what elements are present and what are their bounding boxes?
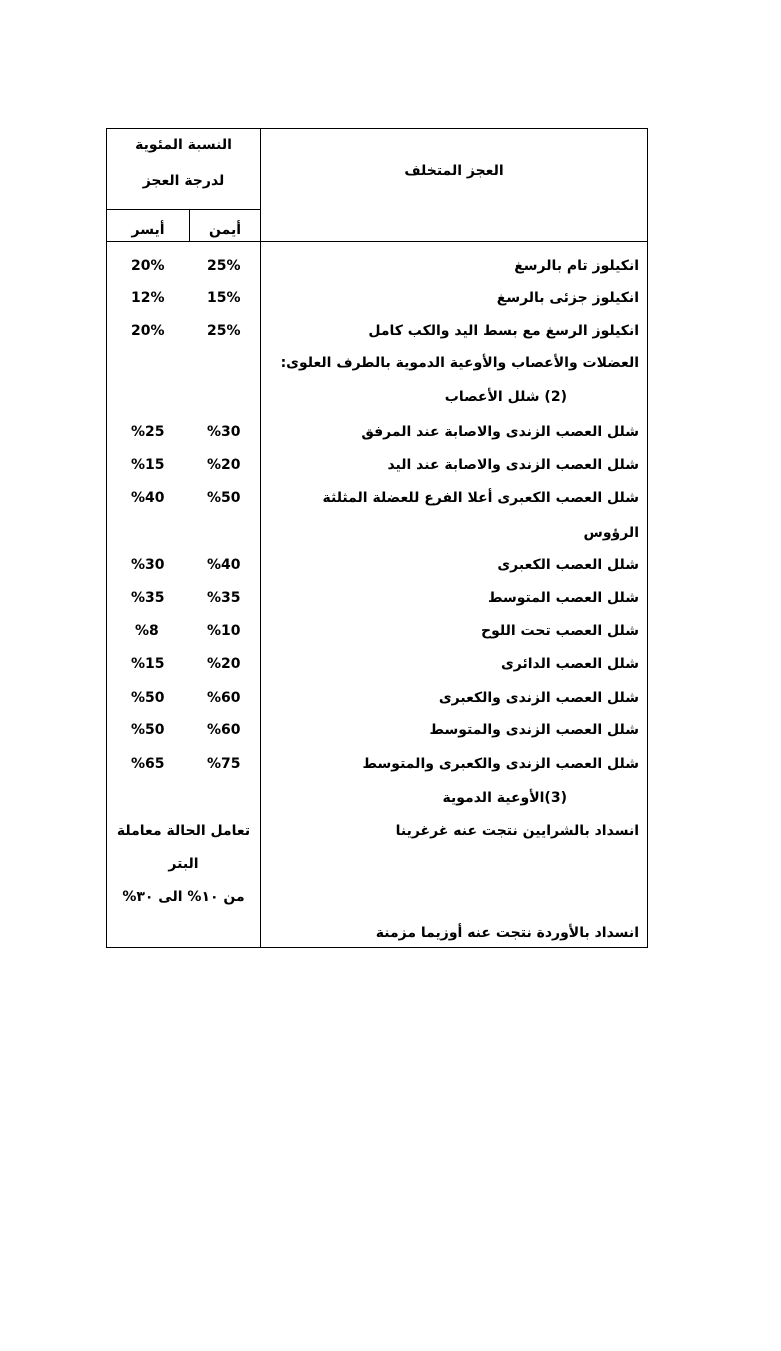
row-right-value: %50 [207,490,241,506]
row-label: انكيلوز الرسغ مع بسط اليد والكب كامل [368,323,639,339]
row-left-value: %35 [131,590,165,606]
last-row-label: انسداد بالأوردة نتجت عنه أوزيما مزمنة [375,925,639,941]
row-right-value: %75 [207,756,241,772]
amputation-note-line2: البتر [168,856,199,872]
row-left-value: 20% [131,258,165,274]
row-label: انسداد بالشرايين نتجت عنه غرغرينا [395,823,639,839]
row-right-value: %60 [207,690,241,706]
header-disability: العجز المتخلف [404,163,504,179]
row-right-value: %60 [207,722,241,738]
row-right-value: %10 [207,623,241,639]
row-label: شلل العصب الزندى والكعبرى [438,690,639,706]
row-label: شلل العصب الزندى والكعبرى والمتوسط [362,756,639,772]
row-right-value: %35 [207,590,241,606]
row-label: (3)الأوعية الدموية [442,790,567,806]
header-percent-line2: لدرجة العجز [142,173,225,189]
header-bottom-divider [107,241,647,242]
disability-table [106,128,648,948]
row-left-value: %25 [131,424,165,440]
row-label: شلل العصب تحت اللوح [481,623,639,639]
row-label: شلل العصب الدائرى [500,656,639,672]
row-label: العضلات والأعصاب والأوعية الدموية بالطرف العلوى: [280,355,639,371]
row-right-value: %20 [207,656,241,672]
row-label: (2) شلل الأعصاب [444,389,567,405]
header-left: أيسر [131,222,165,238]
header-right: أيمن [208,222,242,238]
row-label: شلل العصب الزندى والاصابة عند اليد [387,457,639,473]
row-right-value: %20 [207,457,241,473]
row-right-value: 25% [207,258,241,274]
row-left-value: 12% [131,290,165,306]
row-label: شلل العصب الكعبرى [497,557,639,573]
row-right-value: 15% [207,290,241,306]
row-label: شلل العصب الزندى والاصابة عند المرفق [361,424,639,440]
row-left-value: %50 [131,722,165,738]
row-left-value: %65 [131,756,165,772]
row-label: شلل العصب الكعبرى أعلا الفرع للعضلة المثلثة [322,490,639,506]
row-left-value: %15 [131,457,165,473]
row-label: شلل العصب الزندى والمتوسط [429,722,639,738]
row-label: انكيلوز جزئى بالرسغ [496,290,639,306]
row-label: شلل العصب المتوسط [488,590,639,606]
row-left-value: %15 [131,656,165,672]
header-percent-line1: النسبة المئوية [135,137,232,153]
amputation-note-line1: تعامل الحالة معاملة [116,823,251,839]
row-label: الرؤوس [583,525,639,541]
header-divider-percent [107,209,260,210]
row-right-value: %30 [207,424,241,440]
row-left-value: %30 [131,557,165,573]
row-right-value: %40 [207,557,241,573]
column-divider-main [260,129,261,947]
row-left-value: %50 [131,690,165,706]
row-left-value: 20% [131,323,165,339]
row-left-value: %8 [135,623,159,639]
amputation-note-line3: من ١٠% الى ٣٠% [122,889,245,905]
row-label: انكيلوز تام بالرسغ [514,258,639,274]
row-right-value: 25% [207,323,241,339]
row-left-value: %40 [131,490,165,506]
